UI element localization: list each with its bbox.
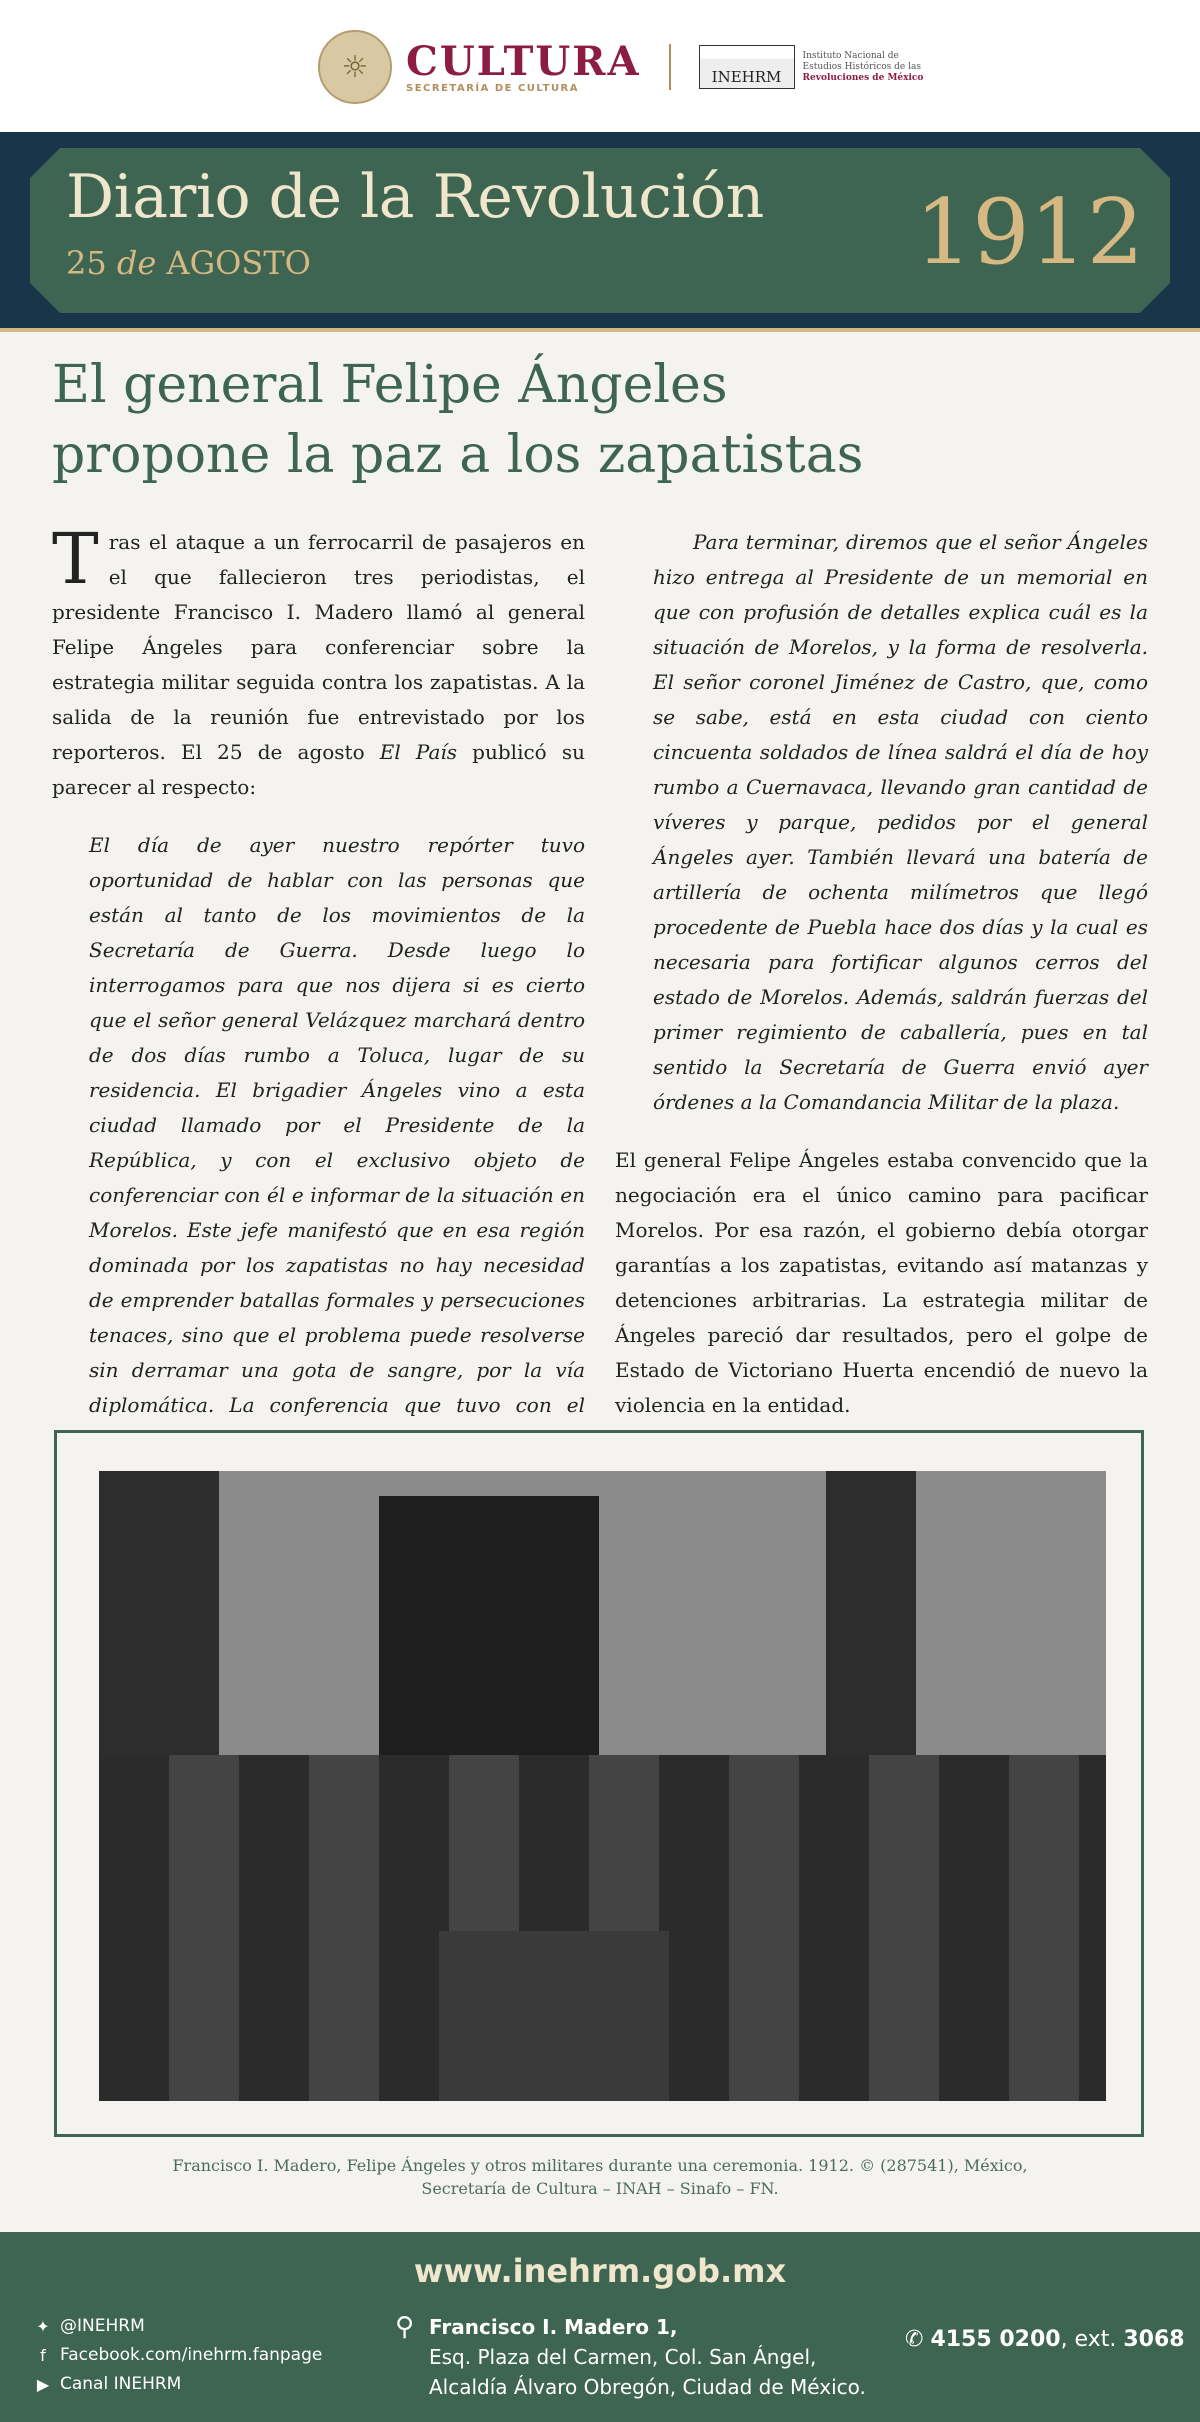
address-street xyxy=(429,2312,866,2342)
photo-table xyxy=(439,1931,669,2101)
inehrm-acronym: INEHRM xyxy=(711,68,782,86)
phone-icon: ✆ xyxy=(905,2327,924,2352)
address xyxy=(395,2312,866,2402)
headline-line1: El general Felipe Ángeles xyxy=(52,355,728,415)
banner-title: Diario de la Revolución xyxy=(66,162,764,232)
location-pin-icon: ⚲ xyxy=(395,2312,415,2342)
website-link[interactable]: www.inehrm.gob.mx xyxy=(413,2252,787,2290)
social-links xyxy=(32,2312,322,2399)
logo-divider xyxy=(669,44,671,90)
banner-day: 25 xyxy=(66,244,107,282)
inehrm-line3: Revoluciones de México xyxy=(802,72,924,83)
banner-month: AGOSTO xyxy=(166,244,311,282)
article-column-left xyxy=(52,518,585,1551)
youtube-icon: ▶ xyxy=(36,2375,50,2394)
paragraph-intro xyxy=(52,518,585,805)
banner-date xyxy=(66,244,311,282)
inehrm-logo[interactable] xyxy=(699,45,924,89)
photo-caption xyxy=(100,2154,1100,2200)
caption-line1: Francisco I. Madero, Felipe Ángeles y otros militares durante una ceremonia. 1912. © (287541), México, xyxy=(172,2156,1028,2175)
twitter-handle: @INEHRM xyxy=(60,2316,145,2336)
caption-line2: Secretaría de Cultura – INAH – Sinafo – FN. xyxy=(421,2179,779,2198)
drop-cap: T xyxy=(52,518,99,600)
cultura-logo[interactable] xyxy=(406,37,641,94)
address-street-text: Francisco I. Madero 1, xyxy=(429,2315,678,2339)
mexico-seal-icon: ☼ xyxy=(318,30,392,104)
title-banner xyxy=(0,132,1200,332)
facebook-link[interactable] xyxy=(32,2341,322,2370)
cultura-name: CULTURA xyxy=(406,37,641,85)
footer xyxy=(0,2232,1200,2422)
newspaper-name: El País xyxy=(379,740,458,764)
intro-end: publicó su parecer al respecto: xyxy=(52,740,585,799)
twitter-link[interactable] xyxy=(32,2312,322,2341)
twitter-icon: ✦ xyxy=(36,2317,50,2336)
facebook-icon: f xyxy=(40,2346,46,2365)
phone[interactable] xyxy=(905,2327,1185,2352)
paragraph-conclusion: El general Felipe Ángeles estaba convencido que la negociación era el único camino para pacificar Morelos. Por esa razón, el gobierno debía otorgar garantías a los zapatistas, evitando así matanzas y detenciones arbitrarias. La estrategia militar de Ángeles pareció dar resultados, pero el golpe de Estado de Victoriano Huerta encendió de nuevo la violencia en la entidad. xyxy=(615,1148,1148,1417)
address-line3: Alcaldía Álvaro Obregón, Ciudad de México. xyxy=(429,2375,866,2399)
facebook-url: Facebook.com/inehrm.fanpage xyxy=(60,2345,323,2365)
historical-photo xyxy=(99,1471,1106,2101)
cultura-sub: SECRETARÍA DE CULTURA xyxy=(406,82,579,94)
article-column-right xyxy=(615,525,1148,1446)
phone-number: 4155 0200 xyxy=(930,2327,1061,2352)
quote-block-2: Para terminar, diremos que el señor Ángeles hizo entrega al Presidente de un memorial en que con profusión de detalles explica cuál es la situación de Morelos, y la forma de resolverla. El señor coronel Jiménez de Castro, que, como se sabe, está en esta ciudad con ciento cincuenta soldados de línea saldrá el día de hoy rumbo a Cuernavaca, llevando gran cantidad de víveres y parque, pedidos por el general Ángeles ayer. También llevará una batería de artillería de ochenta milímetros que llegó procedente de Puebla hace dos días y la cual es necesaria para fortificar algunos cerros del estado de Morelos. Además, saldrán fuerzas del primer regimiento de caballería, pues en tal sentido la Secretaría de Guerra envió ayer órdenes a la Comandancia Militar de la plaza. xyxy=(653,530,1148,1114)
header-bar xyxy=(0,0,1200,132)
article-headline xyxy=(52,350,1152,490)
photo-frame xyxy=(54,1430,1144,2137)
banner-de: de xyxy=(116,244,157,282)
youtube-link[interactable] xyxy=(32,2370,322,2399)
headline-line2: propone la paz a los zapatistas xyxy=(52,425,864,485)
inehrm-line1: Instituto Nacional de xyxy=(802,50,899,61)
address-line2: Esq. Plaza del Carmen, Col. San Ángel, xyxy=(429,2345,817,2369)
inehrm-fullname xyxy=(803,51,924,84)
banner-year: 1912 xyxy=(914,180,1144,285)
ext-label: , ext. xyxy=(1060,2327,1124,2352)
ext-number: 3068 xyxy=(1123,2327,1185,2352)
logos xyxy=(318,30,923,104)
youtube-channel: Canal INEHRM xyxy=(60,2374,182,2394)
intro-text: ras el ataque a un ferrocarril de pasajeros en el que fallecieron tres periodistas, el presidente Francisco I. Madero llamó al general Felipe Ángeles para conferenciar sobre la estrategia militar seguida contra los zapatistas. A la salida de la reunión fue entrevistado por los reporteros. El 25 de agosto xyxy=(52,530,585,764)
inehrm-line2: Estudios Históricos de las xyxy=(802,61,921,72)
banner-gold-rule xyxy=(0,328,1200,332)
inehrm-building-icon xyxy=(699,45,795,89)
quote-block-1: El día de ayer nuestro repórter tuvo oportunidad de hablar con las personas que están al tanto de los movimientos de la Secretaría de Guerra. Desde luego lo interrogamos para que nos dijera si es cierto que el señor general Velázquez marchará dentro de dos días rumbo a Toluca, lugar de su residencia. El brigadier Ángeles vino a esta ciudad llamado por el Presidente de la República, y con el exclusivo objeto de conferenciar con él e informar de la situación en Morelos. Este jefe manifestó que en esa región dominada por los zapatistas no hay necesidad de emprender batallas formales y persecuciones tenaces, sino que el problema puede resolverse sin derramar una gota de sangre, por la vía diplomática. La conferencia que tuvo con el xyxy=(89,833,585,1417)
